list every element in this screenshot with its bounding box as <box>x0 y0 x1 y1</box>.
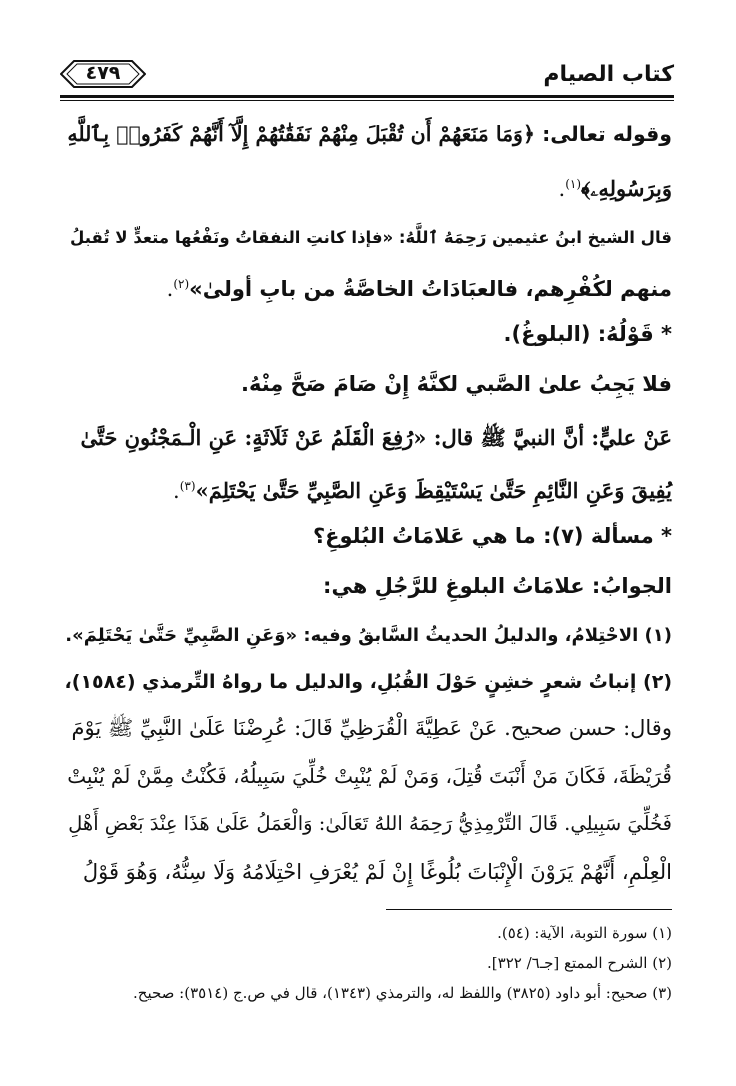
quote-ibn-uthaymeen-line1: قال الشيخ ابنُ عثيمين رَحِمَهُ ٱللَّهُ: «فإذا كانتِ النفقاتُ ونَفْعُها متعدٍّ لا تُقبلُ <box>70 228 672 247</box>
narration-line3: فَخُلِّيَ سَبِيلِي. قَالَ التِّرْمِذِيُّ رَحِمَهُ اللهُ تَعَالَىٰ: وَالْعَمَلُ عَلَىٰ هَذَا عِنْدَ بَعْضِ أَهْلِ <box>68 812 672 835</box>
paragraph-child-fasting: فلا يَجِبُ علىٰ الصَّبي لكنَّهُ إِنْ صَامَ صَحَّ مِنْهُ. <box>240 372 672 396</box>
heading-puberty: * قَوْلُهُ: (البلوغُ). <box>503 322 672 346</box>
narration-line2: قُرَيْظَةَ، فَكَانَ مَنْ أَنْبَتَ قُتِلَ، وَمَنْ لَمْ يُنْبِتْ خُلِّيَ سَبِيلُهُ، فَكُنْتُ مِمَّنْ لَمْ يُنْبِتْ <box>67 764 672 788</box>
footnote-3: (٣) صحيح: أبو داود (٣٨٢٥) واللفظ له، والترمذي (١٣٤٣)، قال في ص.ج (٣٥١٤): صحيح. <box>133 984 672 1002</box>
hadith-line1: عَنْ عليٍّ: أنَّ النبيَّ ﷺ قال: «رُفِعَ الْقَلَمُ عَنْ ثَلَاثَةٍ: عَنِ الْـمَجْنُونِ حَتَّىٰ <box>80 425 672 450</box>
header-rule-thick <box>60 95 674 98</box>
page-number: ٤٧٩ <box>85 62 121 84</box>
paragraph-verse-line1: وقوله تعالى: ﴿وَمَا مَنَعَهُمْ أَن تُقْبَلَ مِنْهُمْ نَفَقَٰتُهُمْ إِلَّآ أَنَّهُمْ كَفَرُوا۟ بِٱللَّهِ <box>67 122 672 146</box>
page-number-badge <box>60 60 146 88</box>
quote-ibn-uthaymeen-line2: منهم لكُفْرِهم، فالعبَادَاتُ الخاصَّةُ من بابِ أولىٰ»$^{(٢)}$. <box>166 277 672 301</box>
quran-verse: ﴿وَمَا مَنَعَهُمْ أَن تُقْبَلَ مِنْهُمْ نَفَقَٰتُهُمْ إِلَّآ أَنَّهُمْ كَفَرُوا۟ بِٱللَّهِ <box>67 122 535 146</box>
footnote-divider <box>386 909 672 910</box>
footnote-ref-1: (١) <box>565 177 582 191</box>
hadith-line2: يُفِيقَ وَعَنِ النَّائِمِ حَتَّىٰ يَسْتَيْقِظَ وَعَنِ الصَّبِيِّ حَتَّىٰ يَحْتَلِمَ»$^{(٣)}$. <box>173 478 672 503</box>
page-header <box>60 58 674 98</box>
paragraph-verse-line2: وَبِرَسُولِهِۦ﴾$^{(١)}$. <box>558 176 672 201</box>
header-rule-thin <box>60 100 674 101</box>
narration-line1: وقال: حسن صحيح. عَنْ عَطِيَّةَ الْقُرَظِيِّ قَالَ: عُرِضْنَا عَلَىٰ النَّبِيِّ ﷺ يَوْمَ <box>71 716 672 740</box>
answer-intro: الجوابُ: علامَاتُ البلوغِ للرَّجُلِ هي: <box>323 574 672 598</box>
chapter-title: كتاب الصيام <box>543 62 674 87</box>
footnote-2: (٢) الشرح الممتع [جـ٦/ ٣٢٢]. <box>487 954 672 972</box>
narration-line4: الْعِلْمِ، أَنَّهُمْ يَرَوْنَ الْإِنْبَاتَ بُلُوغًا إِنْ لَمْ يُعْرَفِ احْتِلَامُهُ وَلَا سِنُّهُ، وَهُوَ قَوْلُ <box>82 860 672 884</box>
footnote-1: (١) سورة التوبة، الآية: (٥٤). <box>497 924 672 942</box>
footnote-ref-3: (٣) <box>179 479 196 493</box>
footnote-ref-2: (٢) <box>173 277 190 291</box>
sign-1: (١) الاحْتِلامُ، والدليلُ الحديثُ السَّابقُ وفيه: «وَعَنِ الصَّبِيِّ حَتَّىٰ يَحْتَلِمَ». <box>65 625 672 646</box>
question-7: * مسألة (٧): ما هي عَلامَاتُ البُلوغِ؟ <box>312 524 672 548</box>
sign-2: (٢) إنباتُ شعرٍ خشِنٍ حَوْلَ القُبُلِ، والدليل ما رواهُ التِّرمذي (١٥٨٤)، <box>64 671 672 693</box>
